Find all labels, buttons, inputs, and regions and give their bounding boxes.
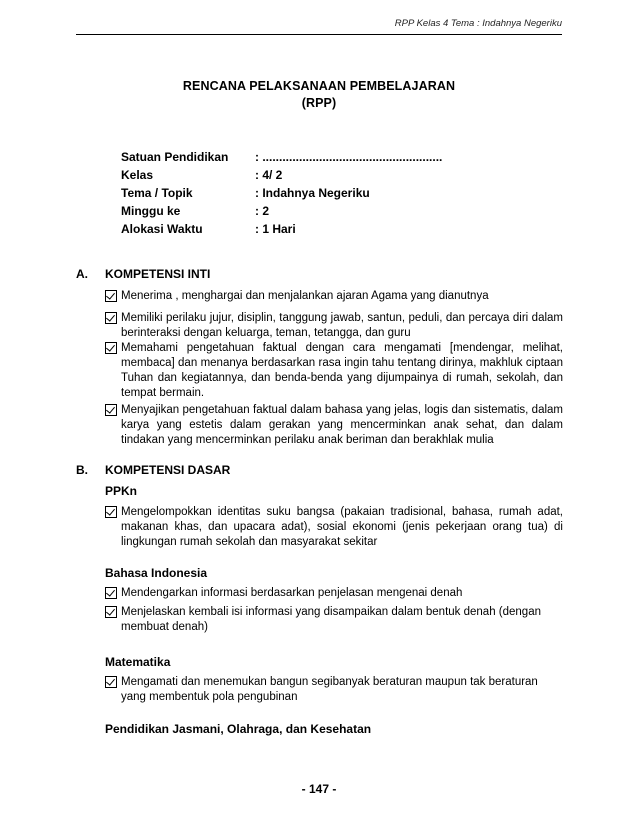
section-title: KOMPETENSI INTI — [105, 267, 211, 281]
checkbox-icon — [105, 506, 117, 518]
doc-subtitle: (RPP) — [301, 96, 337, 110]
checkbox-icon — [105, 290, 117, 302]
checkbox-icon — [105, 676, 117, 688]
info-value: : ...................................................... — [255, 150, 443, 164]
checkbox-icon — [105, 587, 117, 599]
subject-heading: Matematika — [105, 655, 171, 669]
list-item: Mengamati dan menemukan bangun segibanyak beraturan maupun tak beraturan yang membentuk pola pengubinan — [105, 675, 563, 705]
subject-heading: PPKn — [105, 484, 138, 498]
list-item: Mengelompokkan identitas suku bangsa (pakaian tradisional, bahasa, rumah adat, makanan khas, dan upacara adat), sosial ekonomi (jenis pekerjaan orang tua) di lingkungan rumah sekolah dan masyarakat sekitar — [105, 505, 563, 550]
section-letter: B. — [76, 463, 88, 477]
checkbox-icon — [105, 342, 117, 354]
checkbox-icon — [105, 606, 117, 618]
list-item: Menjelaskan kembali isi informasi yang disampaikan dalam bentuk denah (dengan membuat denah) — [105, 605, 563, 635]
info-label: Kelas — [121, 168, 154, 182]
list-item: Memiliki perilaku jujur, disiplin, tanggung jawab, santun, peduli, dan percaya diri dalam berinteraksi dengan keluarga, teman, tetangga, dan guru — [105, 311, 563, 341]
section-letter: A. — [76, 267, 88, 281]
header-rule — [76, 34, 562, 35]
checkbox-icon — [105, 404, 117, 416]
info-label: Tema / Topik — [121, 186, 193, 200]
info-label: Minggu ke — [121, 204, 181, 218]
list-item: Menyajikan pengetahuan faktual dalam bahasa yang jelas, logis dan sistematis, dalam karya yang estetis dalam gerakan yang mencerminkan anak sehat, dan dalam tindakan yang mencerminkan perilaku anak beriman dan berakhlak mulia — [105, 403, 563, 448]
subject-heading: Pendidikan Jasmani, Olahraga, dan Kesehatan — [105, 722, 372, 736]
list-item: Menerima , menghargai dan menjalankan ajaran Agama yang dianutnya — [105, 289, 563, 304]
info-value: : 2 — [255, 204, 270, 218]
checkbox-icon — [105, 312, 117, 324]
running-header: RPP Kelas 4 Tema : Indahnya Negeriku — [394, 18, 562, 29]
list-item: Mendengarkan informasi berdasarkan penjelasan mengenai denah — [105, 586, 563, 601]
info-label: Satuan Pendidikan — [121, 150, 229, 164]
info-value: : Indahnya Negeriku — [255, 186, 370, 200]
section-title: KOMPETENSI DASAR — [105, 463, 231, 477]
list-item: Memahami pengetahuan faktual dengan cara mengamati [mendengar, melihat, membaca] dan menanya berdasarkan rasa ingin tahu tentang dirinya, makhluk ciptaan Tuhan dan kegiatannya, dan benda-benda yang dijumpainya di rumah, sekolah, dan tempat bermain. — [105, 341, 563, 401]
doc-title: RENCANA PELAKSANAAN PEMBELAJARAN — [182, 79, 456, 93]
info-value: : 1 Hari — [255, 222, 296, 236]
page-number: - 147 - — [301, 782, 337, 796]
subject-heading: Bahasa Indonesia — [105, 566, 208, 580]
info-label: Alokasi Waktu — [121, 222, 203, 236]
info-value: : 4/ 2 — [255, 168, 283, 182]
